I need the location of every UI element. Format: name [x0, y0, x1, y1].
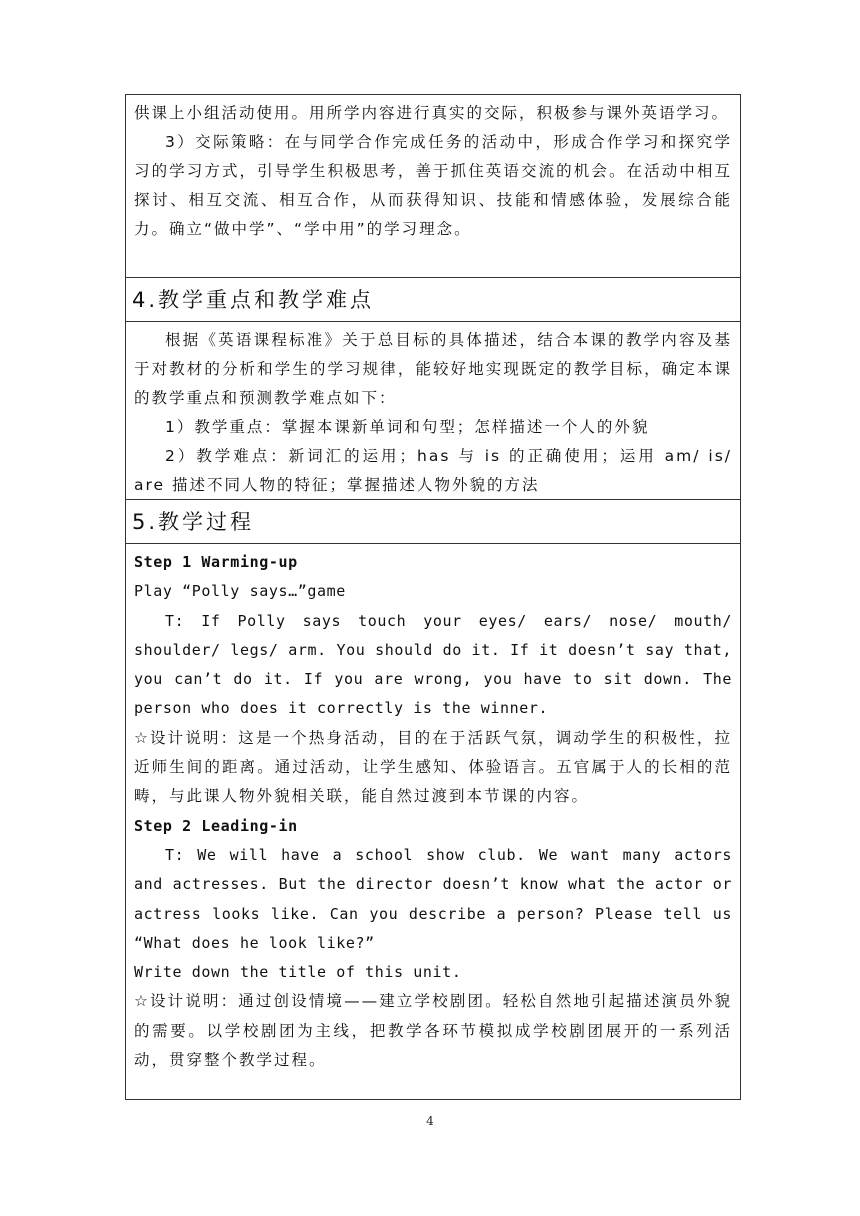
step2-title: Step 2 Leading-in	[134, 816, 298, 835]
section3-paragraph-1: 供课上小组活动使用。用所学内容进行真实的交际，积极参与课外英语学习。	[134, 104, 730, 122]
section4-heading: 4.教学重点和教学难点	[132, 288, 375, 312]
section3-body	[126, 95, 740, 277]
section4-heading-cell	[126, 277, 740, 321]
section4-paragraph-1: 根据《英语课程标准》关于总目标的具体描述，结合本课的教学内容及基于对教材的分析和学生的学习规律，能较好地实现既定的教学目标，确定本课的教学重点和预测教学难点如下：	[134, 331, 732, 407]
section5-body	[126, 543, 740, 1099]
step1-design-note: ☆设计说明：这是一个热身活动，目的在于活跃气氛，调动学生的积极性，拉近师生间的距离。通过活动，让学生感知、体验语言。五官属于人的长相的范畴，与此课人物外貌相关联，能自然过渡到本节课的内容。	[134, 728, 732, 806]
step1-title: Step 1 Warming-up	[134, 553, 298, 571]
step2-design-note: ☆设计说明：通过创设情境——建立学校剧团。轻松自然地引起描述演员外貌的需要。以学校剧团为主线，把教学各环节模拟成学校剧团展开的一系列活动，贯穿整个教学过程。	[134, 992, 732, 1070]
lesson-plan-table	[125, 94, 741, 1100]
page-number: 4	[426, 1114, 434, 1128]
section5-heading-cell	[126, 499, 740, 543]
step2-teacher-instruction: T: We will have a school show club. We want many actors and actresses. But the director doesn’t know what the actor or actress looks like. Can you describe a person? Please tell us “What does he look like?”	[134, 845, 732, 952]
section4-difficult-points: 2）教学难点：新词汇的运用；has 与 is 的正确使用；运用 am/ is/ are 描述不同人物的特征；掌握描述人物外貌的方法	[134, 447, 732, 494]
section3-paragraph-2: 3）交际策略：在与同学合作完成任务的活动中，形成合作学习和探究学习的学习方式，引导学生积极思考，善于抓住英语交流的机会。在活动中相互探讨、相互交流、相互合作，从而获得知识、技能和情感体验，发展综合能力。确立“做中学”、“学中用”的学习理念。	[134, 133, 732, 238]
section4-key-points: 1）教学重点：掌握本课新单词和句型；怎样描述一个人的外貌	[165, 418, 650, 436]
step1-teacher-instruction: T: If Polly says touch your eyes/ ears/ nose/ mouth/ shoulder/ legs/ arm. You should do it. If it doesn’t say that, you can’t do it. If you are wrong, you have to sit down. The person who does it correctly is the winner.	[134, 611, 732, 718]
section4-body	[126, 321, 740, 499]
step1-game: Play “Polly says…”game	[134, 582, 346, 601]
step2-write-title: Write down the title of this unit.	[134, 963, 462, 982]
section5-heading: 5.教学过程	[132, 510, 255, 534]
